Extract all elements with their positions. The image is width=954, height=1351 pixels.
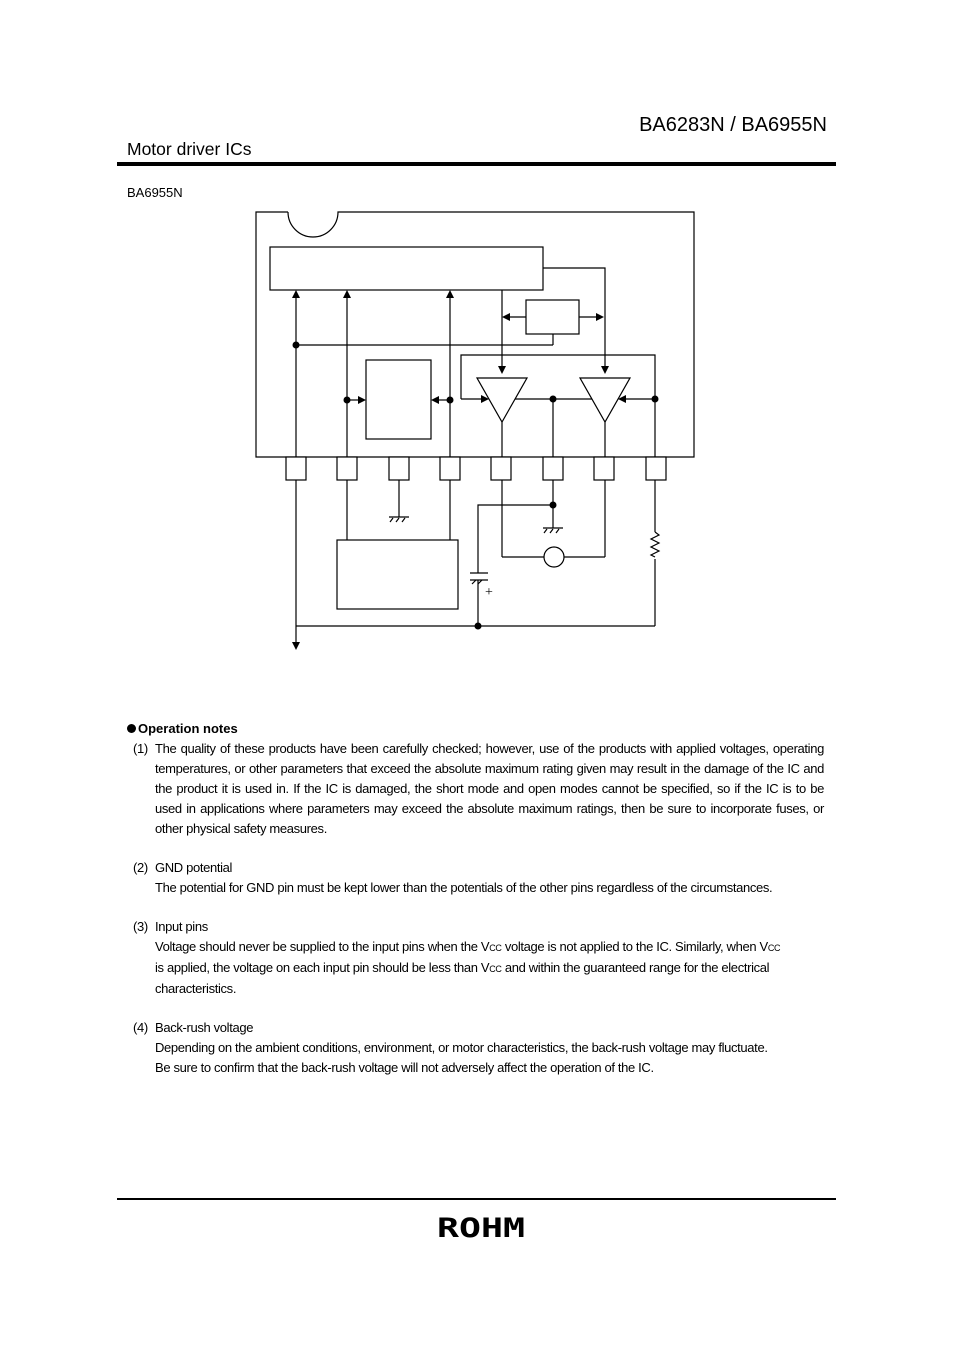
regulator-block [366,360,431,439]
capacitor-plus: + [485,585,493,600]
logic-block [270,247,543,290]
diagram-label: BA6955N [127,185,183,200]
notes-title: Operation notes [127,719,824,739]
note-item: (2) GND potential The potential for GND pin must be kept lower than the potentials of the other pins regardless of the circumstances. [127,858,824,898]
resistor-symbol [651,532,659,557]
ic-package-outline [256,212,694,457]
note-heading: Back-rush voltage [155,1020,254,1035]
pins [286,457,666,480]
note-item: (1) The quality of these products have been carefully checked; however, use of the products with applied voltages, operating temperatures, or other parameters that exceed the absolute maximum rating given may result in the damage of the IC and the product it is used in. If the IC is damaged, the short mode and open modes cannot be specified, so if the IC is to be used in applications where parameters may exceed the absolute maximum ratings, then be sure to incorporate fuses, or other physical safety measures. [133,741,824,836]
document-title: BA6283N / BA6955N [639,114,827,136]
svg-text:ROHM: ROHM [437,1213,525,1241]
note-item: (3) Input pins Voltage should never be supplied to the input pins when the VCC voltage is not applied to the IC. Similarly, when VCC is applied, the voltage on each input pin should be less than VCC and within the guaranteed range for the electrical characteristics. [127,917,824,999]
footer-rule [117,1198,836,1200]
note-heading: GND potential [155,860,233,875]
bullet-icon [127,724,136,733]
operation-notes [127,719,824,1097]
external-controller-block [337,540,458,609]
note-heading: Input pins [155,919,208,934]
motor-symbol [544,547,564,567]
section-title: Motor driver ICs [127,139,252,159]
rohm-logo [436,1213,526,1241]
small-block [526,300,579,334]
note-item: (4) Back-rush voltage Depending on the ambient conditions, environment, or motor characteristics, the back-rush voltage may fluctuate. Be sure to confirm that the back-rush voltage will not adversely affect the operation of the IC. [127,1018,824,1078]
